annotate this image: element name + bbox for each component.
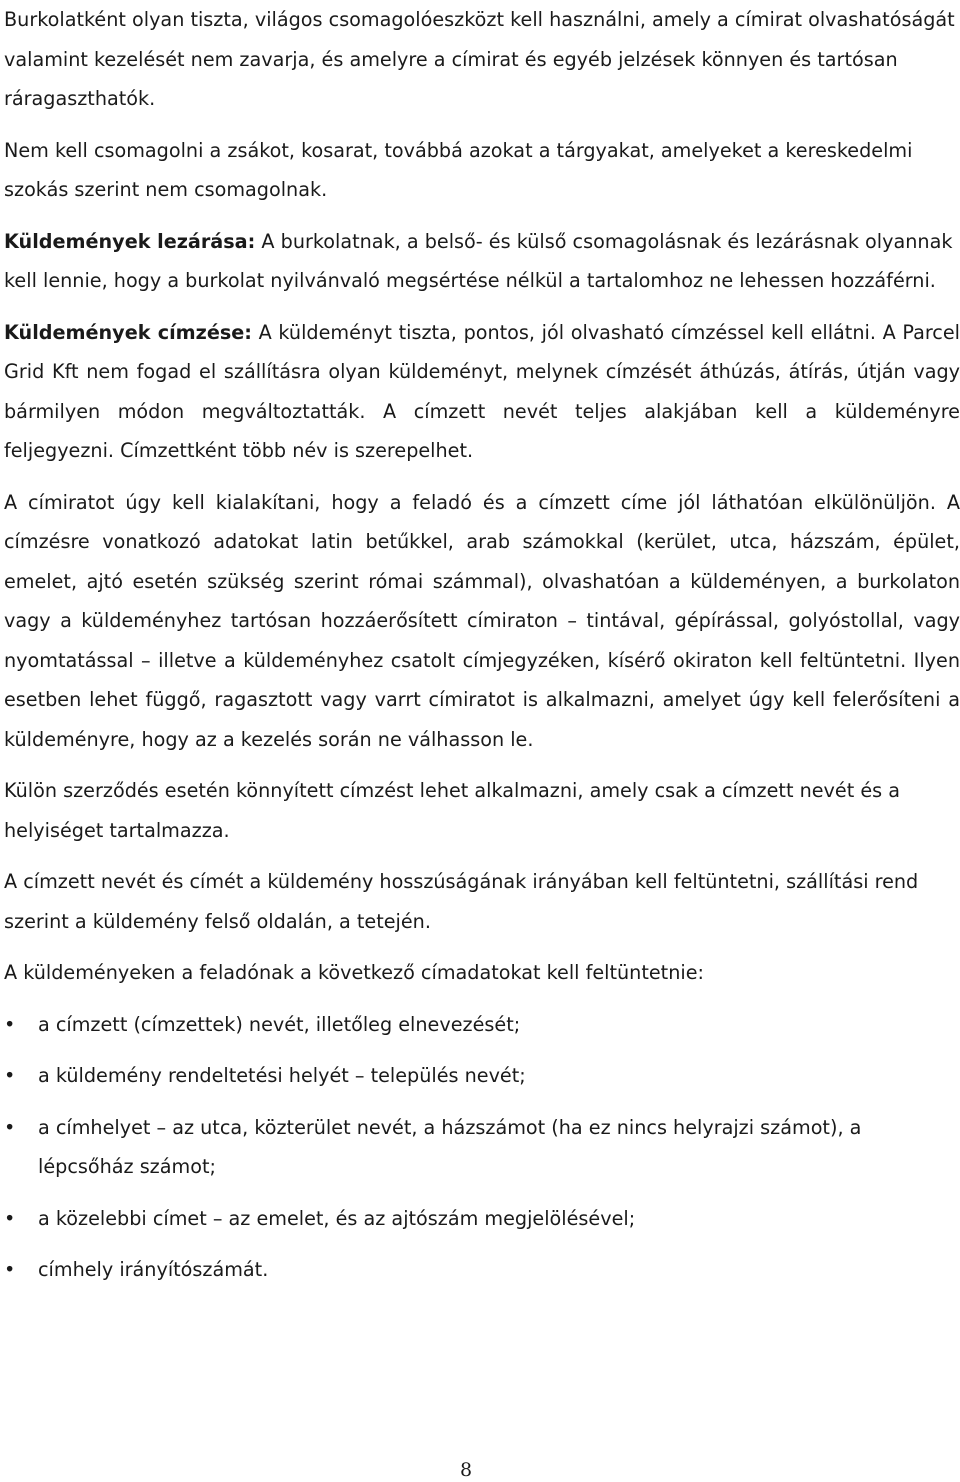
- paragraph-packaging-material: Burkolatként olyan tiszta, világos csomagolóeszközt kell használni, amely a címirat olvashatóságát valamint kezelését nem zavarja, és amelyre a címirat és egyéb jelzések könnyen és tartósan ráragaszthatók.: [4, 8, 955, 110]
- bullet-icon: •: [4, 1206, 16, 1230]
- list-item: [4, 1250, 960, 1290]
- address-data-list: [4, 1005, 960, 1290]
- list-item: [4, 1108, 960, 1187]
- bullet-icon: •: [4, 1258, 16, 1281]
- paragraph-addressing: [4, 313, 960, 471]
- page-number: 8: [459, 1459, 473, 1481]
- list-item-text: a címhelyet – az utca, közterület nevét, a házszámot (ha ez nincs helyrajzi számot), a lépcsőház számot;: [38, 1115, 862, 1178]
- list-item-text: címhely irányítószámát.: [38, 1258, 269, 1281]
- paragraph-sealing: [4, 222, 960, 301]
- list-item-text: a közelebbi címet – az emelet, és az ajtószám megjelölésével;: [38, 1206, 636, 1230]
- sealing-heading: Küldemények lezárása:: [4, 229, 256, 253]
- bullet-icon: •: [4, 1115, 16, 1139]
- paragraph-simplified-addressing: Külön szerződés esetén könnyített címzést lehet alkalmazni, amely csak a címzett nevét és a helyiséget tartalmazza.: [4, 779, 900, 842]
- list-item-text: a küldemény rendeltetési helyét – település nevét;: [38, 1064, 526, 1087]
- addressing-text: A küldeményt tiszta, pontos, jól olvasható címzéssel kell ellátni. A Parcel Grid Kft nem fogad el szállításra olyan küldeményt, melynek címzését áthúzás, átírás, útján vagy bármilyen módon megváltoztatták. A címzett nevét teljes alakjában kell a küldeményre feljegyezni. Címzettként több név is szerepelhet.: [4, 320, 960, 462]
- sealing-text: A burkolatnak, a belső- és külső csomagolásnak és lezárásnak olyannak kell lennie, hogy a burkolat nyilvánvaló megsértése nélkül a tartalomhoz ne lehessen hozzáférni.: [4, 229, 953, 292]
- paragraph-address-label: A címiratot úgy kell kialakítani, hogy a feladó és a címzett címe jól láthatóan elkülönüljön. A címzésre vonatkozó adatokat latin betűkkel, arab számokkal (kerület, utca, házszám, épület, emelet, ajtó esetén szükség szerint római számmal), olvashatóan a küldeményen, a burkolaton vagy a küldeményhez tartósan hozzáerősített címiraton – tintával, gépírással, golyóstollal, vagy nyomtatással – illetve a küldeményhez csatolt címjegyzéken, kísérő okiraton kell feltüntetni. Ilyen esetben lehet függő, ragasztott vagy varrt címiratot is alkalmazni, amelyet úgy kell felerősíteni a küldeményre, hogy az a kezelés során ne válhasson le.: [4, 490, 960, 751]
- paragraph-no-packaging-needed: Nem kell csomagolni a zsákot, kosarat, továbbá azokat a tárgyakat, amelyeket a kereskedelmi szokás szerint nem csomagolnak.: [4, 138, 913, 201]
- bullet-icon: •: [4, 1064, 16, 1087]
- bullet-icon: •: [4, 1012, 16, 1036]
- list-item: [4, 1005, 960, 1045]
- list-item: [4, 1199, 960, 1239]
- addressing-heading: Küldemények címzése:: [4, 320, 252, 344]
- paragraph-required-address-data: A küldeményeken a feladónak a következő címadatokat kell feltüntetnie:: [4, 961, 704, 984]
- list-item: [4, 1056, 960, 1096]
- document-page: [4, 0, 960, 1302]
- paragraph-address-placement: A címzett nevét és címét a küldemény hosszúságának irányában kell feltüntetni, szállítási rend szerint a küldemény felső oldalán, a tetején.: [4, 870, 919, 933]
- list-item-text: a címzett (címzettek) nevét, illetőleg elnevezését;: [38, 1012, 521, 1036]
